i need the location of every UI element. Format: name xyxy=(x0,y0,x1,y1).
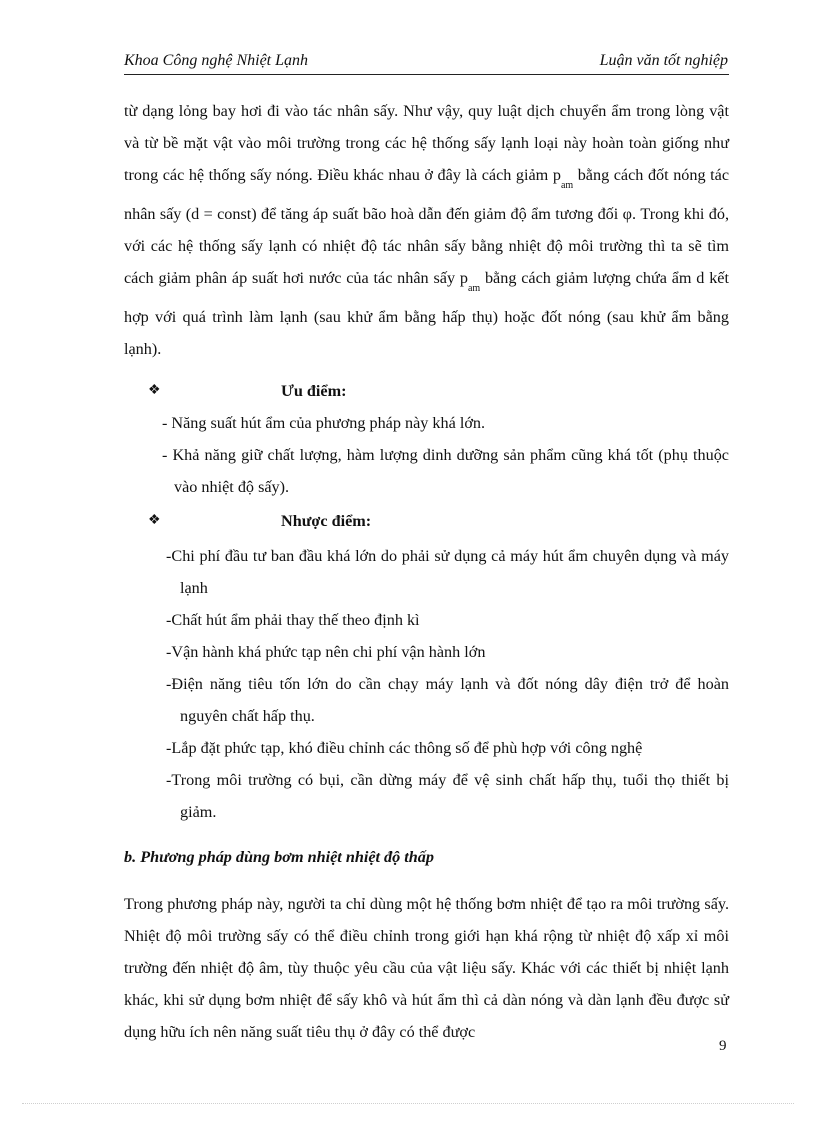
list-item: -Chi phí đầu tư ban đầu khá lớn do phải sử dụng cả máy hút ẩm chuyên dụng và máy lạnh xyxy=(166,547,729,598)
diamond-bullet-icon: ❖ xyxy=(148,383,161,399)
section-b-paragraph: Trong phương pháp này, người ta chỉ dùng một hệ thống bơm nhiệt để tạo ra môi trường sấy. Nhiệt độ môi trường sấy có thể điều chỉnh trong giới hạn khá rộng từ nhiệt độ xấp xỉ môi trường đến nhiệt độ âm, tùy thuộc yêu cầu của vật liệu sấy. Khác với các thiết bị nhiệt lạnh khác, khi sử dụng bơm nhiệt để sấy khô và hút ẩm thì cả dàn nóng và dàn lạnh đều được sử dụng hữu ích nên năng suất tiêu thụ ở đây có thể được xyxy=(124,895,729,1042)
section-b-title: b. Phương pháp dùng bơm nhiệt nhiệt độ thấp xyxy=(124,848,434,867)
disadvantages-list xyxy=(124,540,729,828)
subscript-am-2: am xyxy=(467,283,481,295)
intro-text-2: bằng cách đốt nóng tác nhân sấy (d = const) để tăng áp suất bão hoà dẫn đến giảm độ ẩm tương đối φ. Trong khi đó, với các hệ thống sấy lạnh có nhiệt độ tác nhân sấy bằng nhiệt độ môi trường thì ta sẽ tìm cách giảm phân áp suất hơi nước của tác nhân sấy p xyxy=(124,166,729,288)
list-item: -Chất hút ẩm phải thay thế theo định kì xyxy=(166,611,420,630)
intro-text-1: từ dạng lỏng bay hơi đi vào tác nhân sấy. Như vậy, quy luật dịch chuyển ẩm trong lòng vật và từ bề mặt vật vào môi trường trong các hệ thống sấy lạnh loại này hoàn toàn giống như trong các hệ thống sấy nóng. Điều khác nhau ở đây là cách giảm p xyxy=(124,102,729,184)
page-bottom-border xyxy=(22,1103,794,1104)
intro-paragraph xyxy=(124,95,729,365)
header-department: Khoa Công nghệ Nhiệt Lạnh xyxy=(124,52,309,69)
disadvantages-heading xyxy=(124,505,729,537)
header-divider xyxy=(124,74,729,75)
intro-text-3: bằng cách giảm lượng chứa ẩm d kết hợp với quá trình làm lạnh (sau khử ẩm bằng hấp thụ) hoặc đốt nóng (sau khử ẩm bằng lạnh). xyxy=(124,269,729,359)
list-item: -Trong môi trường có bụi, cần dừng máy để vệ sinh chất hấp thụ, tuổi thọ thiết bị giảm. xyxy=(166,771,729,822)
list-item: - Năng suất hút ẩm của phương pháp này khá lớn. xyxy=(162,414,486,433)
page-content xyxy=(124,95,729,1048)
list-item: -Điện năng tiêu tốn lớn do cần chạy máy lạnh và đốt nóng dây điện trở để hoàn nguyên chất hấp thụ. xyxy=(166,675,729,726)
header-document-type: Luận văn tốt nghiệp xyxy=(599,52,728,69)
list-item: -Lắp đặt phức tạp, khó điều chỉnh các thông số để phù hợp với công nghệ xyxy=(166,739,643,758)
disadvantages-title: Nhược điểm: xyxy=(281,512,372,531)
list-item: - Khả năng giữ chất lượng, hàm lượng dinh dưỡng sản phẩm cũng khá tốt (phụ thuộc vào nhiệt độ sấy). xyxy=(162,446,729,497)
advantages-title: Ưu điểm: xyxy=(281,382,347,401)
advantages-heading xyxy=(124,375,729,407)
list-item: -Vận hành khá phức tạp nên chi phí vận hành lớn xyxy=(166,643,486,662)
advantages-list xyxy=(124,407,729,503)
page-header xyxy=(124,52,728,70)
subscript-am-1: am xyxy=(560,180,574,192)
page-number: 9 xyxy=(719,1038,727,1054)
diamond-bullet-icon: ❖ xyxy=(148,513,161,529)
